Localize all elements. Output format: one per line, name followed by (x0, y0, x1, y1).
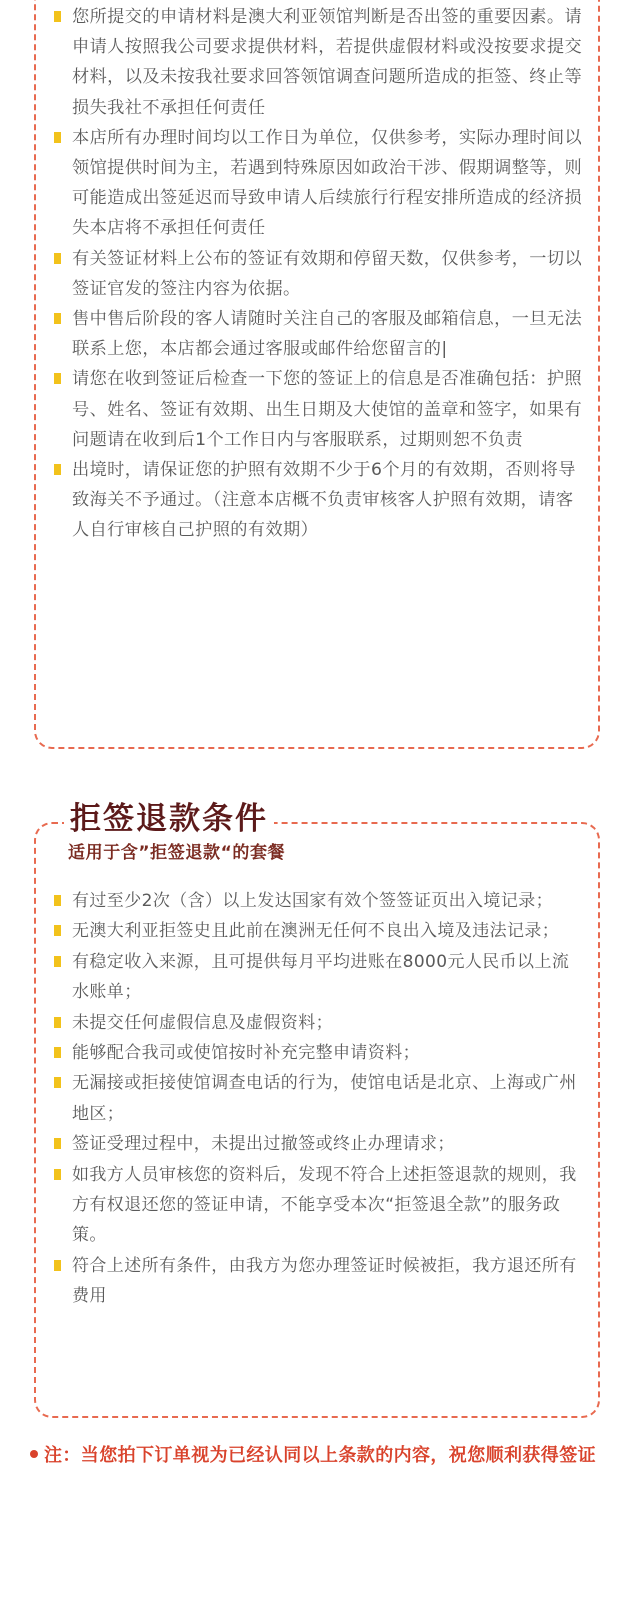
list-item (52, 1160, 584, 1251)
bullet-icon (54, 373, 61, 384)
section-title: 拒签退款条件 (64, 797, 274, 841)
bullet-icon (54, 313, 61, 324)
bullet-icon (54, 132, 61, 143)
condition-text: 如我方人员审核您的资料后，发现不符合上述拒签退款的规则，我方有权退还您的签证申请，不能享受本次“拒签退全款”的服务政策。 (72, 1164, 577, 1246)
bullet-icon (54, 464, 61, 475)
notice-text: 请您在收到签证后检查一下您的签证上的信息是否准确包括：护照号、姓名、签证有效期、出生日期及大使馆的盖章和签字，如果有问题请在收到后1个工作日内与客服联系，过期则恕不负责 (72, 369, 583, 450)
list-item (52, 1008, 584, 1038)
bullet-icon (54, 11, 61, 22)
list-item (52, 1129, 584, 1159)
notice-text: 售中售后阶段的客人请随时关注自己的客服及邮箱信息，一旦无法联系上您，本店都会通过客服或邮件给您留言的| (72, 309, 583, 360)
list-item (52, 1251, 584, 1312)
bullet-icon (54, 925, 61, 936)
notice-text: 本店所有办理时间均以工作日为单位，仅供参考，实际办理时间以领馆提供时间为主，若遇到特殊原因如政治干涉、假期调整等，则可能造成出签延迟而导致申请人后续旅行行程安排所造成的经济损失本店将不承担任何责任 (72, 127, 583, 239)
list-item (52, 947, 584, 1008)
bullet-icon (54, 956, 61, 967)
list-item (52, 364, 584, 455)
list-item (52, 123, 584, 244)
bullet-icon (54, 1077, 61, 1088)
list-item (52, 244, 584, 304)
list-item (52, 2, 584, 123)
list-item (52, 1068, 584, 1129)
condition-text: 未提交任何虚假信息及虚假资料； (72, 1012, 333, 1033)
condition-text: 有过至少2次（含）以上发达国家有效个签签证页出入境记录； (72, 891, 554, 911)
bullet-icon (54, 1169, 61, 1180)
notice-box (34, 0, 600, 749)
bullet-icon (54, 1047, 61, 1058)
list-item (52, 886, 584, 916)
list-item (52, 1038, 584, 1068)
list-item (52, 916, 584, 946)
refund-conditions-box (34, 822, 600, 1418)
condition-text: 有稳定收入来源，且可提供每月平均进账在8000元人民币以上流水账单； (72, 951, 570, 1003)
notice-text: 有关签证材料上公布的签证有效期和停留天数，仅供参考，一切以签证官发的签注内容为依据。 (72, 248, 583, 299)
bullet-icon (54, 1138, 61, 1149)
refund-subtitle: 适用于含”拒签退款“的套餐 (68, 843, 286, 863)
list-item (52, 304, 584, 364)
condition-text: 无漏接或拒接使馆调查电话的行为，使馆电话是北京、上海或广州地区； (72, 1073, 577, 1124)
list-item (52, 455, 584, 546)
bullet-icon (54, 253, 61, 264)
notice-text: 您所提交的申请材料是澳大利亚领馆判断是否出签的重要因素。请申请人按照我公司要求提供材料，若提供虚假材料或没按要求提交材料，以及未按我社要求回答领馆调查问题所造成的拒签、终止等损失我社不承担任何责任 (72, 7, 583, 118)
condition-text: 签证受理过程中，未提出过撤签或终止办理请求； (72, 1134, 455, 1155)
footer-note-text: 注：当您拍下订单视为已经认同以上条款的内容，祝您顺利获得签证 (44, 1445, 596, 1466)
bullet-icon (54, 1260, 61, 1271)
condition-text: 能够配合我司或使馆按时补充完整申请资料； (72, 1043, 420, 1064)
notice-text: 出境时，请保证您的护照有效期不少于6个月的有效期，否则将导致海关不予通过。（注意本店概不负责审核客人护照有效期，请客人自行审核自己护照的有效期） (72, 460, 576, 541)
notice-list (52, 2, 584, 546)
bullet-icon (54, 1017, 61, 1028)
refund-conditions-list (52, 886, 584, 1312)
condition-text: 无澳大利亚拒签史且此前在澳洲无任何不良出入境及违法记录； (72, 921, 560, 942)
footer-note (30, 1440, 600, 1472)
bullet-dot-icon (30, 1450, 38, 1458)
condition-text: 符合上述所有条件，由我方为您办理签证时候被拒，我方退还所有费用 (72, 1255, 577, 1307)
bullet-icon (54, 895, 61, 906)
